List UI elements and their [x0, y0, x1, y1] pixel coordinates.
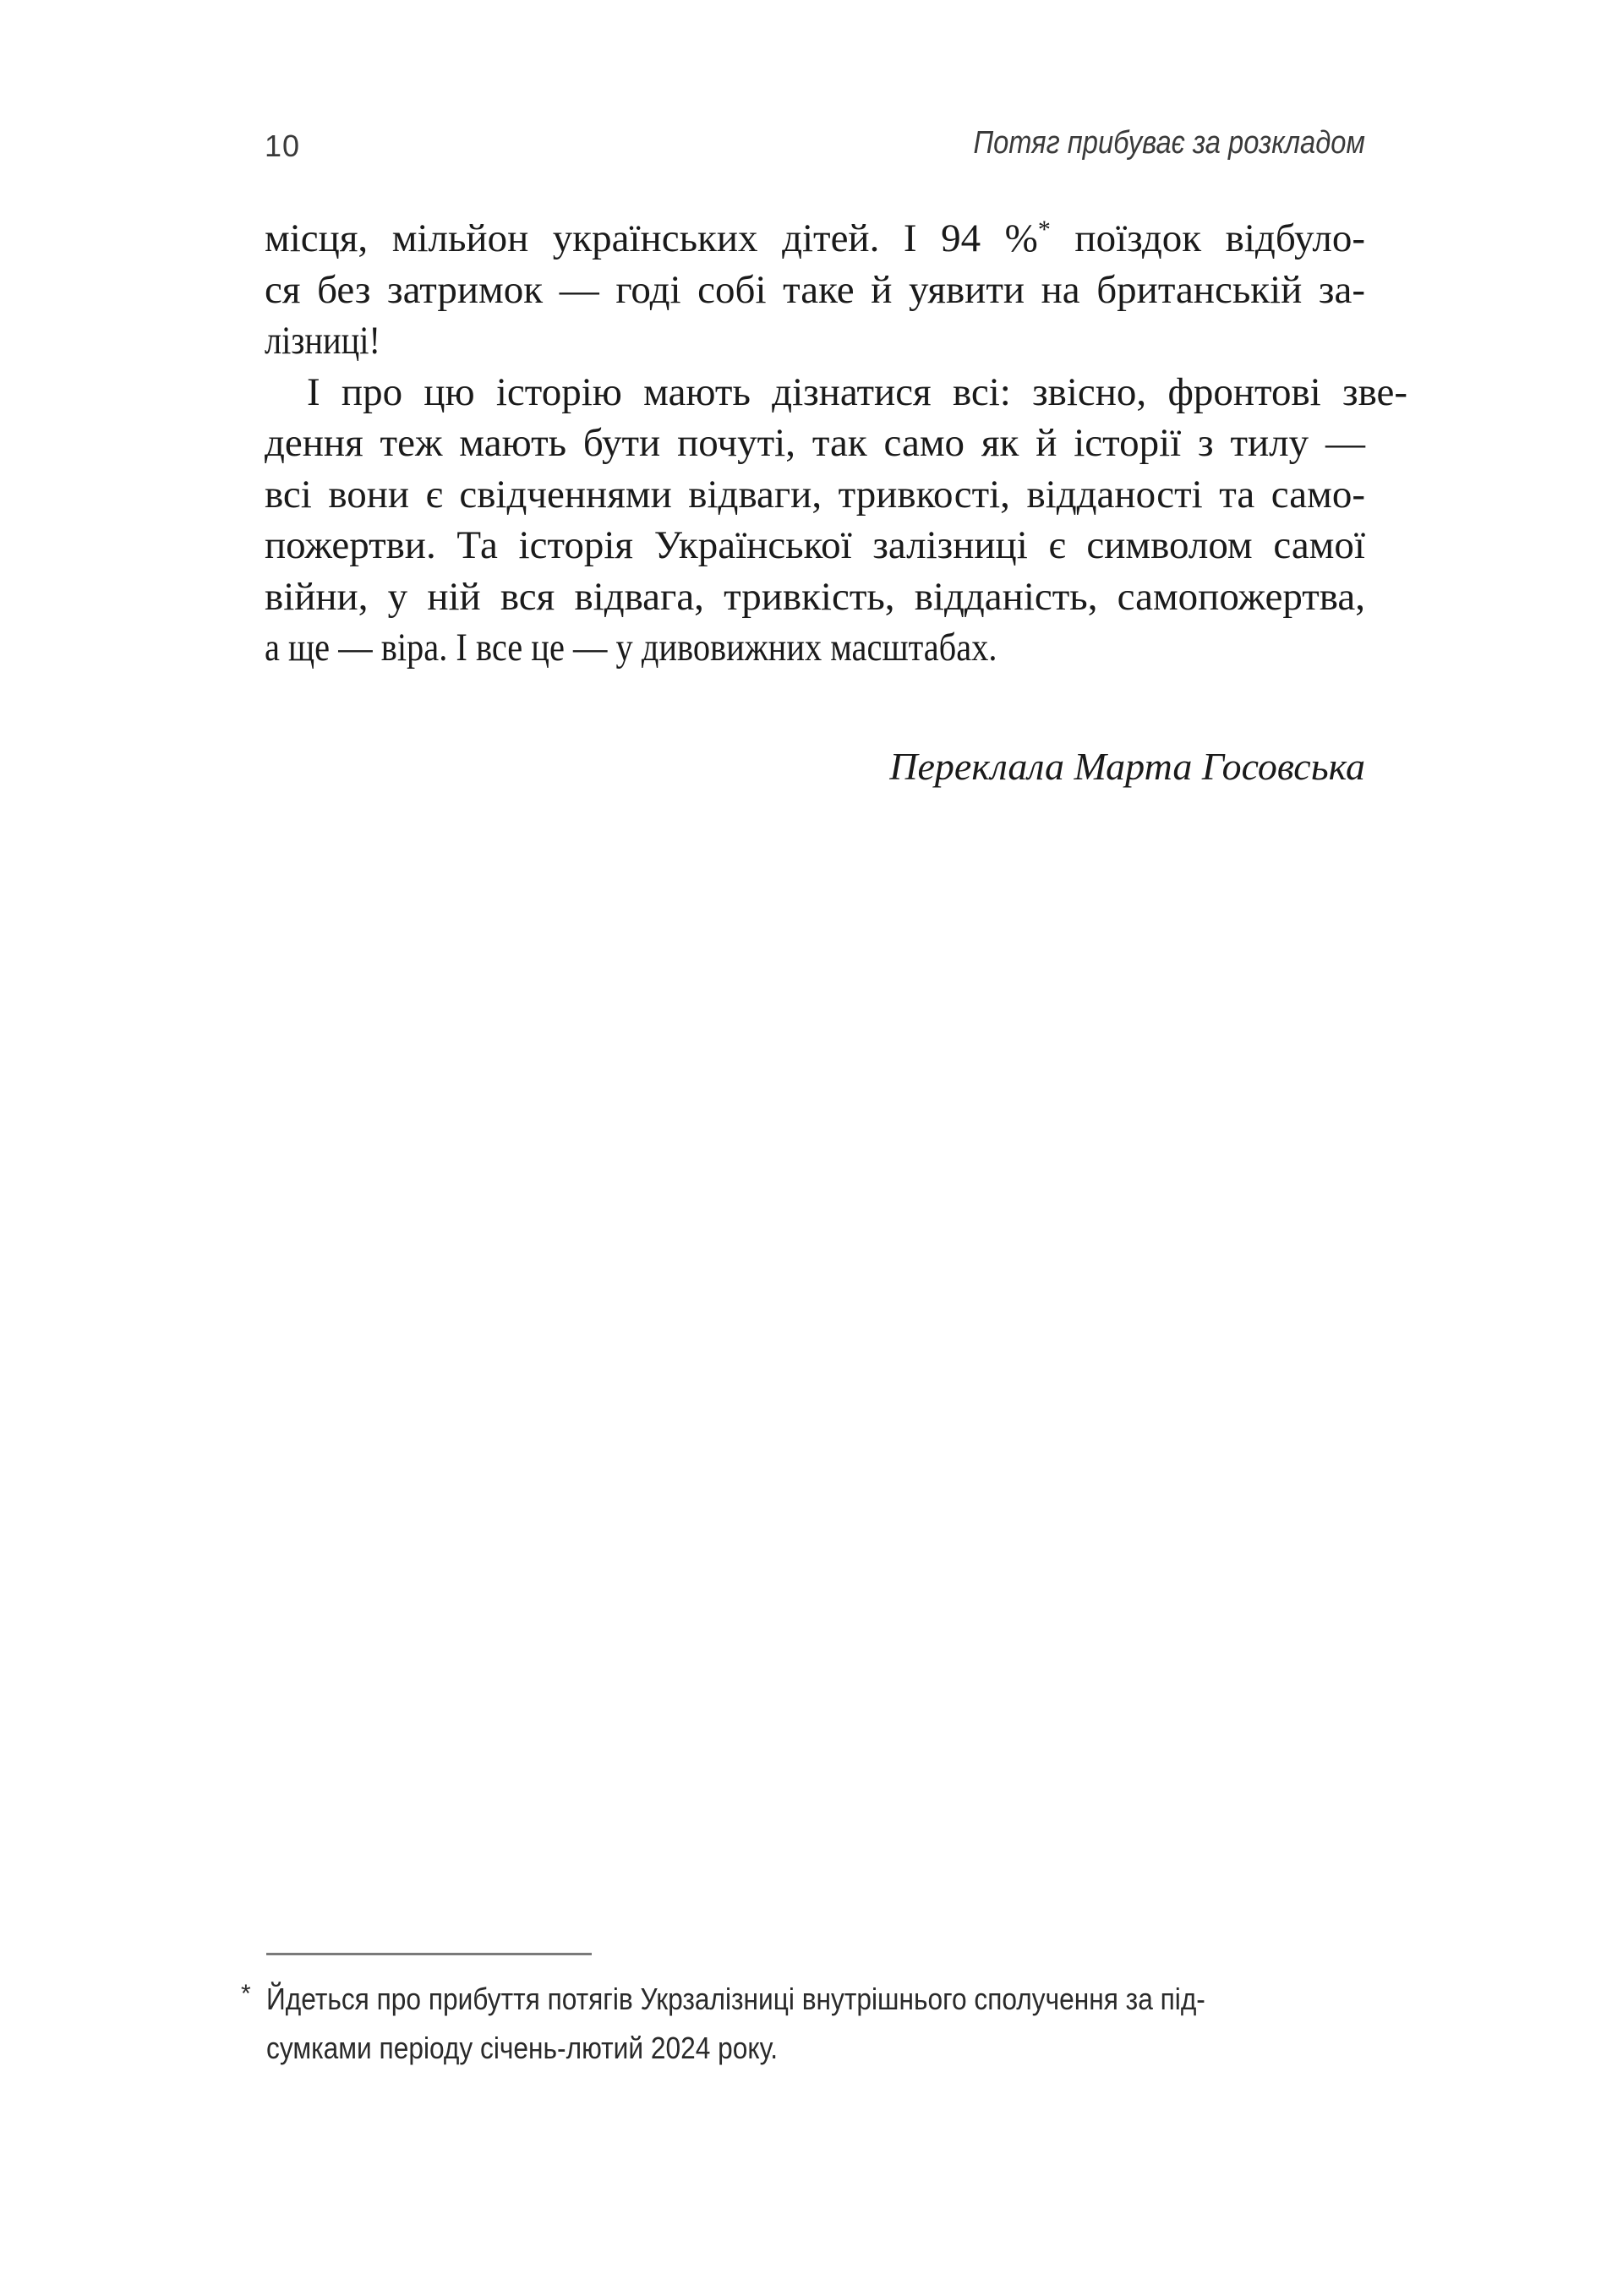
body-text — [265, 213, 1407, 674]
footnote-reference[interactable]: * — [1037, 216, 1051, 243]
text-fragment: поїздок відбуло- — [1050, 216, 1365, 260]
running-head — [265, 125, 1365, 167]
text-line: пожертви. Та історія Української залізниці є символом самої — [265, 523, 1365, 567]
footnote-text — [266, 1975, 1374, 2073]
translator-signature: Переклала Марта Госовська — [889, 745, 1365, 788]
footnote-marker: * — [241, 1980, 251, 2008]
footnote-line: сумками періоду січень-лютий 2024 року. — [266, 2031, 779, 2065]
paragraph-1 — [265, 213, 1365, 367]
text-line: а ще — віра. І все це — у дивовижних масштабах. — [265, 626, 997, 670]
page-number: 10 — [265, 128, 301, 163]
text-line: війни, у ній вся відвага, тривкість, відданість, самопожертва, — [265, 574, 1365, 619]
text-line: ся без затримок — годі собі таке й уявити на британській за- — [265, 267, 1365, 312]
text-line: І про цю історію мають дізнатися всі: звісно, фронтові зве- — [307, 369, 1407, 414]
footnote-divider — [266, 1953, 592, 1955]
text-fragment: місця, мільйон українських дітей. І 94 % — [265, 216, 1038, 260]
footnote — [241, 1975, 1374, 2073]
text-line — [265, 213, 1365, 265]
running-title: Потяг прибуває за розкладом — [973, 125, 1365, 161]
text-line: всі вони є свідченнями відваги, тривкості, відданості та само- — [265, 472, 1365, 517]
footnote-line: Йдеться про прибуття потягів Укрзалізниці внутрішнього сполучення за під- — [266, 1982, 1205, 2016]
text-line: дення теж мають бути почуті, так само як й історії з тилу — — [265, 421, 1365, 465]
paragraph-2 — [265, 367, 1407, 674]
text-line: лізниці! — [265, 319, 380, 363]
